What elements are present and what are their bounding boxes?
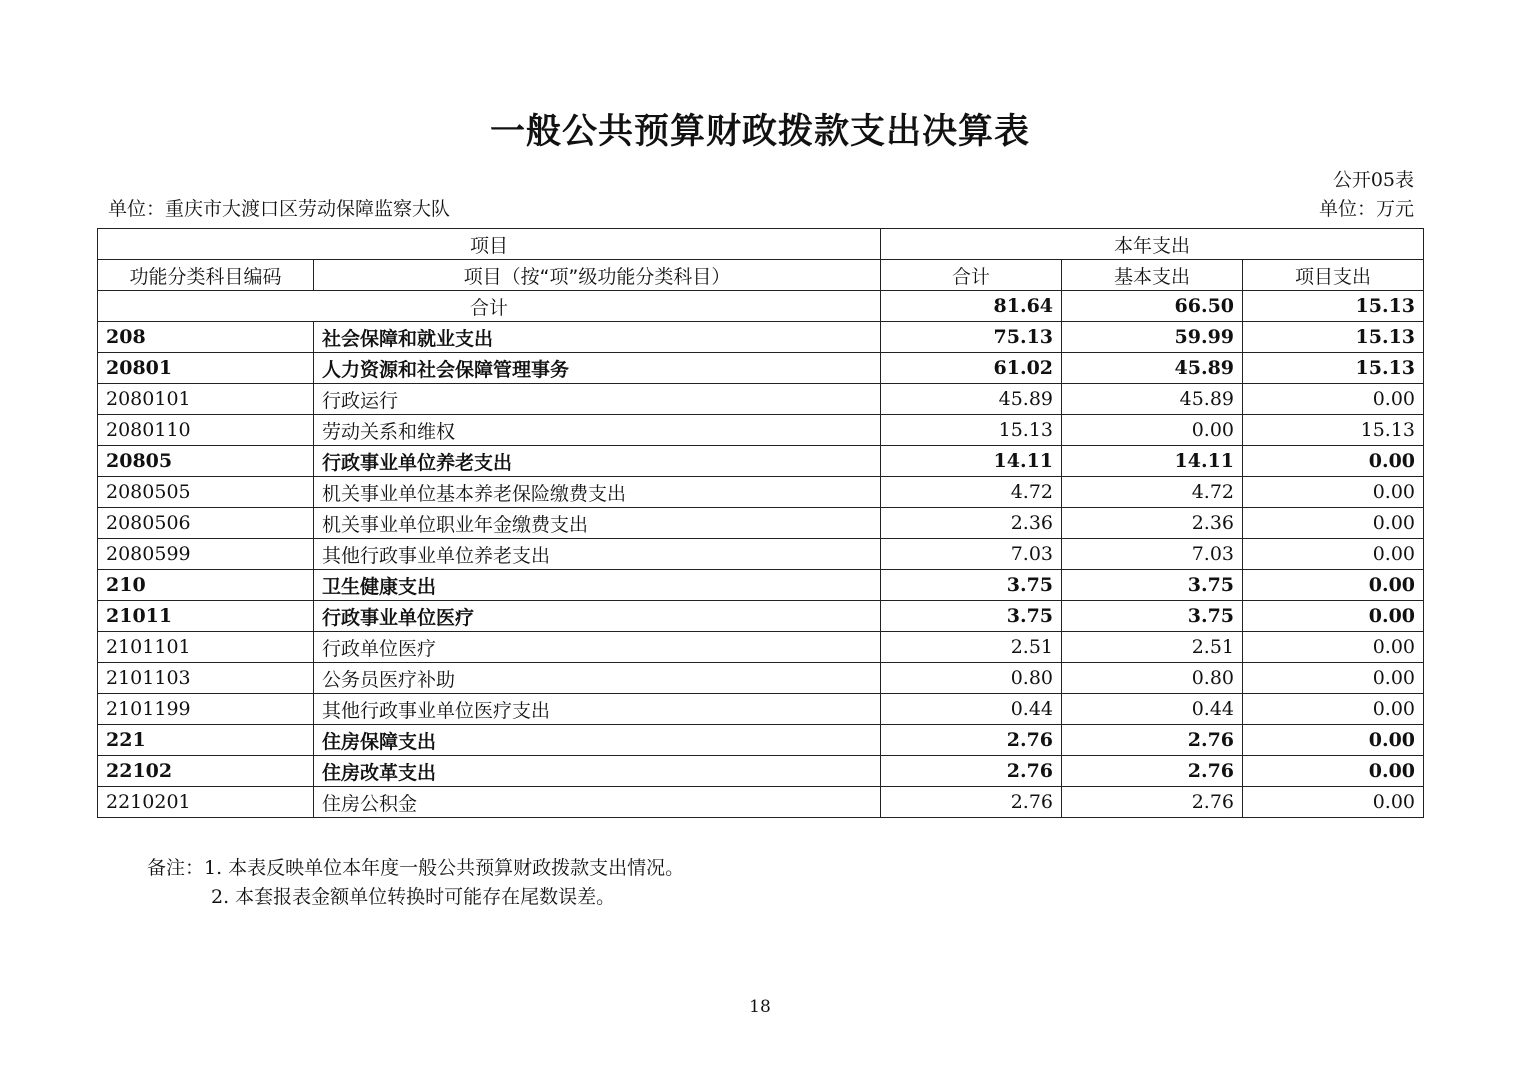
row-basic: 0.80	[1062, 663, 1243, 694]
header-basic: 基本支出	[1062, 260, 1243, 291]
total-label: 合计	[98, 291, 881, 322]
row-total: 2.76	[881, 725, 1062, 756]
row-project: 0.00	[1243, 694, 1424, 725]
row-name: 住房公积金	[314, 787, 881, 818]
row-total: 14.11	[881, 446, 1062, 477]
header-item: 项目（按“项”级功能分类科目）	[314, 260, 881, 291]
row-total: 75.13	[881, 322, 1062, 353]
row-project: 0.00	[1243, 539, 1424, 570]
row-code: 2080599	[98, 539, 314, 570]
row-project: 0.00	[1243, 477, 1424, 508]
row-name: 行政事业单位养老支出	[314, 446, 881, 477]
table-row	[98, 446, 1424, 477]
header-row-1	[98, 229, 1424, 260]
row-basic: 0.44	[1062, 694, 1243, 725]
row-project: 0.00	[1243, 787, 1424, 818]
row-name: 劳动关系和维权	[314, 415, 881, 446]
row-basic: 2.76	[1062, 756, 1243, 787]
row-code: 2101103	[98, 663, 314, 694]
row-total: 0.80	[881, 663, 1062, 694]
form-number: 公开05表	[1332, 169, 1414, 191]
row-project: 15.13	[1243, 353, 1424, 384]
table-row	[98, 384, 1424, 415]
row-code: 22102	[98, 756, 314, 787]
budget-table	[97, 228, 1424, 818]
row-basic: 2.36	[1062, 508, 1243, 539]
total-amount: 81.64	[881, 291, 1062, 322]
total-basic: 66.50	[1062, 291, 1243, 322]
table-row	[98, 756, 1424, 787]
row-total: 2.51	[881, 632, 1062, 663]
row-name: 机关事业单位基本养老保险缴费支出	[314, 477, 881, 508]
row-project: 0.00	[1243, 446, 1424, 477]
row-name: 行政事业单位医疗	[314, 601, 881, 632]
header-current-year: 本年支出	[881, 229, 1424, 260]
row-code: 2101101	[98, 632, 314, 663]
row-basic: 2.51	[1062, 632, 1243, 663]
row-project: 15.13	[1243, 322, 1424, 353]
row-total: 2.36	[881, 508, 1062, 539]
row-code: 2080506	[98, 508, 314, 539]
row-code: 21011	[98, 601, 314, 632]
row-basic: 59.99	[1062, 322, 1243, 353]
row-project: 0.00	[1243, 384, 1424, 415]
header-project-expense: 项目支出	[1243, 260, 1424, 291]
row-code: 20805	[98, 446, 314, 477]
header-project: 项目	[98, 229, 881, 260]
row-basic: 45.89	[1062, 353, 1243, 384]
row-code: 2210201	[98, 787, 314, 818]
header-total: 合计	[881, 260, 1062, 291]
row-total: 45.89	[881, 384, 1062, 415]
row-project: 0.00	[1243, 725, 1424, 756]
row-code: 2080101	[98, 384, 314, 415]
row-total: 61.02	[881, 353, 1062, 384]
row-code: 221	[98, 725, 314, 756]
header-code: 功能分类科目编码	[98, 260, 314, 291]
row-name: 社会保障和就业支出	[314, 322, 881, 353]
row-code: 2080505	[98, 477, 314, 508]
row-name: 行政单位医疗	[314, 632, 881, 663]
table-row	[98, 663, 1424, 694]
row-name: 机关事业单位职业年金缴费支出	[314, 508, 881, 539]
row-basic: 2.76	[1062, 787, 1243, 818]
row-name: 人力资源和社会保障管理事务	[314, 353, 881, 384]
unit-currency: 单位：万元	[1318, 198, 1414, 220]
row-basic: 14.11	[1062, 446, 1243, 477]
table-row	[98, 787, 1424, 818]
table-row	[98, 632, 1424, 663]
row-basic: 0.00	[1062, 415, 1243, 446]
table-row	[98, 725, 1424, 756]
row-total: 4.72	[881, 477, 1062, 508]
row-project: 0.00	[1243, 663, 1424, 694]
row-name: 卫生健康支出	[314, 570, 881, 601]
row-name: 住房保障支出	[314, 725, 881, 756]
table-row	[98, 477, 1424, 508]
notes	[147, 854, 684, 912]
row-basic: 7.03	[1062, 539, 1243, 570]
row-code: 20801	[98, 353, 314, 384]
row-total: 0.44	[881, 694, 1062, 725]
table-row	[98, 415, 1424, 446]
row-basic: 3.75	[1062, 601, 1243, 632]
row-basic: 3.75	[1062, 570, 1243, 601]
row-code: 2101199	[98, 694, 314, 725]
note-line-1: 备注：1. 本表反映单位本年度一般公共预算财政拨款支出情况。	[147, 857, 685, 879]
unit-organization: 单位：重庆市大渡口区劳动保障监察大队	[108, 198, 451, 220]
row-total: 15.13	[881, 415, 1062, 446]
page-title: 一般公共预算财政拨款支出决算表	[489, 112, 1030, 152]
row-project: 0.00	[1243, 601, 1424, 632]
row-name: 其他行政事业单位医疗支出	[314, 694, 881, 725]
row-name: 其他行政事业单位养老支出	[314, 539, 881, 570]
row-name: 住房改革支出	[314, 756, 881, 787]
header-row-2	[98, 260, 1424, 291]
row-total: 3.75	[881, 570, 1062, 601]
row-name: 公务员医疗补助	[314, 663, 881, 694]
row-basic: 45.89	[1062, 384, 1243, 415]
row-name: 行政运行	[314, 384, 881, 415]
row-code: 208	[98, 322, 314, 353]
table-row	[98, 694, 1424, 725]
row-total: 7.03	[881, 539, 1062, 570]
row-total: 3.75	[881, 601, 1062, 632]
total-project: 15.13	[1243, 291, 1424, 322]
table-row	[98, 353, 1424, 384]
row-project: 0.00	[1243, 508, 1424, 539]
row-project: 0.00	[1243, 756, 1424, 787]
row-project: 0.00	[1243, 570, 1424, 601]
row-total: 2.76	[881, 787, 1062, 818]
page-number: 18	[749, 997, 771, 1017]
table-row	[98, 508, 1424, 539]
row-code: 210	[98, 570, 314, 601]
row-total: 2.76	[881, 756, 1062, 787]
table-row	[98, 539, 1424, 570]
table-row	[98, 322, 1424, 353]
row-basic: 2.76	[1062, 725, 1243, 756]
note-line-2: 2. 本套报表金额单位转换时可能存在尾数误差。	[211, 886, 616, 908]
row-code: 2080110	[98, 415, 314, 446]
row-basic: 4.72	[1062, 477, 1243, 508]
row-project: 15.13	[1243, 415, 1424, 446]
table-row	[98, 570, 1424, 601]
row-project: 0.00	[1243, 632, 1424, 663]
total-row	[98, 291, 1424, 322]
table-row	[98, 601, 1424, 632]
